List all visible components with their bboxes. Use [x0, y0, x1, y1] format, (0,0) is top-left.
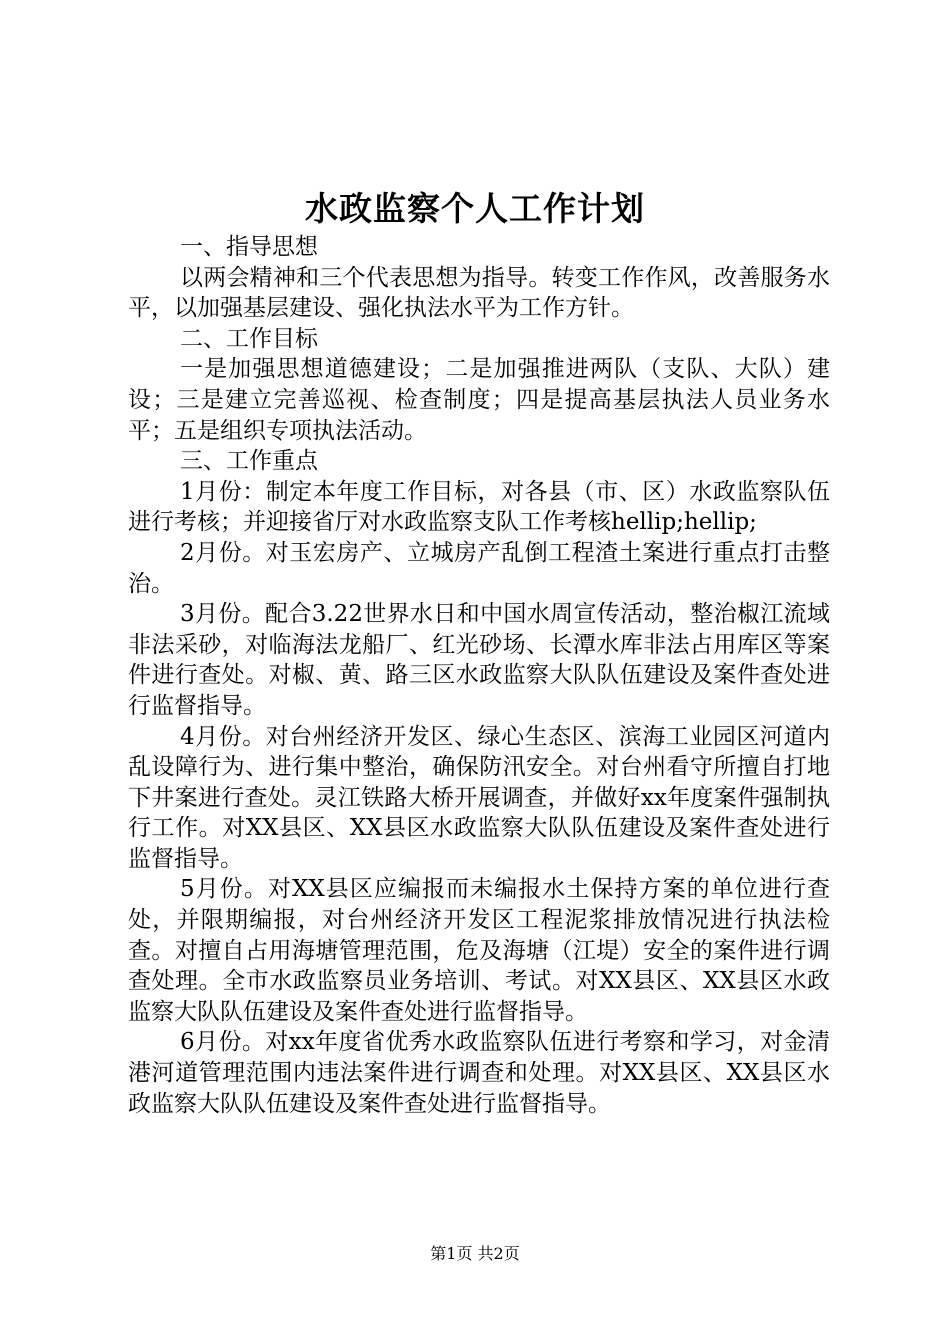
- paragraph-may: 5月份。对XX县区应编报而未编报水土保持方案的单位进行查处，并限期编报，对台州经济开发区工程泥浆排放情况进行执法检查。对擅自占用海塘管理范围，危及海塘（江堤）安全的案件进行调查处理。全市水政监察员业务培训、考试。对XX县区、XX县区水政监察大队队伍建设及案件查处进行监督指导。: [128, 876, 830, 1025]
- paragraph-work-goals: 一是加强思想道德建设；二是加强推进两队（支队、大队）建设；三是建立完善巡视、检查制度；四是提高基层执法人员业务水平；五是组织专项执法活动。: [128, 356, 830, 444]
- section-heading-work-goals: 二、工作目标: [180, 325, 318, 352]
- paragraph-february: 2月份。对玉宏房产、立城房产乱倒工程渣土案进行重点打击整治。: [128, 539, 830, 597]
- page-footer: 第1页 共2页: [430, 1244, 520, 1263]
- paragraph-april: 4月份。对台州经济开发区、绿心生态区、滨海工业园区河道内乱设障行为、进行集中整治，确保防汛安全。对台州看守所擅自打地下井案进行查处。灵江铁路大桥开展调查，并做好xx年度案件强制执行工作。对XX县区、XX县区水政监察大队队伍建设及案件查处进行监督指导。: [128, 723, 830, 872]
- document-title: 水政监察个人工作计划: [305, 189, 645, 228]
- paragraph-january: 1月份：制定本年度工作目标，对各县（市、区）水政监察队伍进行考核；并迎接省厅对水政监察支队工作考核hellip;hellip;: [128, 478, 830, 536]
- section-heading-guiding-thought: 一、指导思想: [180, 234, 318, 260]
- section-heading-work-focus: 三、工作重点: [180, 448, 318, 475]
- paragraph-guiding-thought: 以两会精神和三个代表思想为指导。转变工作作风，改善服务水平，以加强基层建设、强化执法水平为工作方针。: [128, 264, 830, 322]
- paragraph-march: 3月份。配合3.22世界水日和中国水周宣传活动，整治椒江流域非法采砂，对临海法龙船厂、红光砂场、长潭水库非法占用库区等案件进行查处。对椒、黄、路三区水政监察大队队伍建设及案件查处进行监督指导。: [128, 601, 830, 719]
- paragraph-june: 6月份。对xx年度省优秀水政监察队伍进行考察和学习，对金清港河道管理范围内违法案件进行调查和处理。对XX县区、XX县区水政监察大队队伍建设及案件查处进行监督指导。: [128, 1029, 830, 1117]
- document-body: [128, 232, 830, 1119]
